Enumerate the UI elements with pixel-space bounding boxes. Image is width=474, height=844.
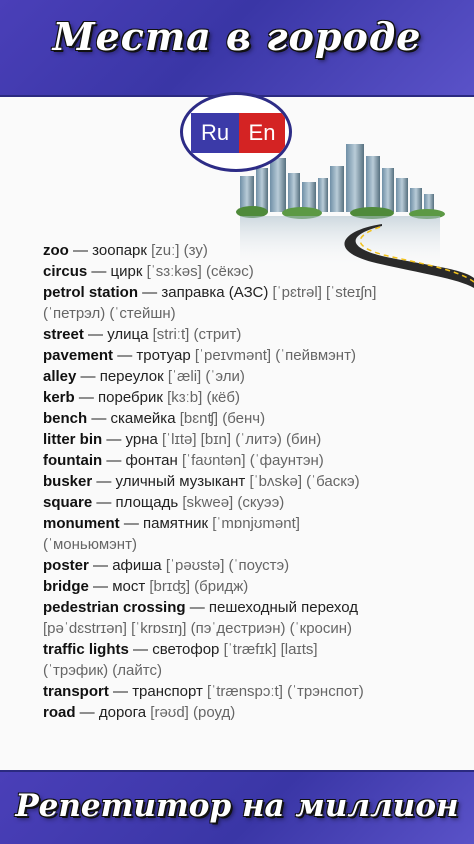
vocabulary-row: litter bin — урна [ˈlɪtə] [bɪn] (ˈлитэ) (бин): [43, 431, 322, 448]
russian-translation: площадь: [115, 494, 179, 511]
pronunciation: [ˈsɜːkəs] (сёкэс): [146, 263, 254, 280]
en-label: En: [239, 113, 285, 153]
pronunciation: [ˈfaʊntən] (ˈфаунтэн): [181, 452, 324, 469]
footer-title: Репетитор на миллион: [15, 788, 459, 824]
english-word: poster: [43, 557, 89, 574]
pronunciation: [ˈbʌskə] (ˈбаскэ): [249, 473, 360, 490]
vocabulary-row: road — дорога [rəʊd] (роуд): [43, 704, 236, 721]
english-word: pavement: [43, 347, 114, 364]
vocabulary-row: pavement — тротуар [ˈpeɪvmənt] (ˈпейвмэнт): [43, 347, 356, 364]
vocabulary-row: [43, 303, 463, 324]
vocabulary-row: fountain — фонтан [ˈfaʊntən] (ˈфаунтэн): [43, 452, 324, 469]
pronunciation: [ˈpɛtrəl] [ˈsteɪʃn]: [272, 284, 377, 301]
pronunciation: [ˈpeɪvmənt] (ˈпейвмэнт): [194, 347, 356, 364]
russian-translation: дорога: [98, 704, 147, 721]
english-word: petrol station: [43, 284, 139, 301]
english-word: pedestrian crossing: [43, 599, 186, 616]
vocabulary-row: street — улица [striːt] (стрит): [43, 326, 242, 343]
pronunciation: [ˈæli] (ˈэли): [167, 368, 245, 385]
vocabulary-row: transport — транспорт [ˈtrænspɔːt] (ˈтрэнспот): [43, 683, 364, 700]
vocabulary-row: zoo — зоопарк [zuː] (зу): [43, 242, 208, 259]
vocabulary-row: monument — памятник [ˈmɒnjʊmənt]: [43, 515, 300, 532]
vocabulary-row: kerb — поребрик [kɜːb] (кёб): [43, 389, 240, 406]
vocabulary-row: [43, 660, 463, 681]
english-word: bridge: [43, 578, 89, 595]
russian-translation: зоопарк: [92, 242, 147, 259]
vocabulary-row: poster — афиша [ˈpəʊstə] (ˈпоустэ): [43, 557, 290, 574]
english-word: street: [43, 326, 84, 343]
pronunciation: [zuː] (зу): [151, 242, 208, 259]
vocabulary-row: pedestrian crossing — пешеходный переход: [43, 599, 359, 616]
vocabulary-row: bench — скамейка [bɛnʧ] (бенч): [43, 410, 266, 427]
russian-translation: афиша: [112, 557, 162, 574]
pronunciation: (ˈпетрэл) (ˈстейшн): [43, 305, 176, 322]
vocabulary-list: [43, 240, 463, 723]
english-word: alley: [43, 368, 77, 385]
russian-translation: скамейка: [110, 410, 176, 427]
pronunciation: [rəʊd] (роуд): [150, 704, 236, 721]
russian-translation: улица: [107, 326, 149, 343]
russian-translation: переулок: [99, 368, 164, 385]
russian-translation: уличный музыкант: [115, 473, 246, 490]
russian-translation: цирк: [110, 263, 143, 280]
pronunciation: [brɪʤ] (бридж): [149, 578, 249, 595]
pronunciation: [skweə] (скуээ): [182, 494, 285, 511]
english-word: monument: [43, 515, 120, 532]
pronunciation: [kɜːb] (кёб): [167, 389, 240, 406]
pronunciation: [striːt] (стрит): [152, 326, 242, 343]
russian-translation: светофор: [152, 641, 220, 658]
header-banner: [0, 0, 474, 97]
footer-banner: [0, 770, 474, 844]
russian-translation: тротуар: [136, 347, 191, 364]
english-word: litter bin: [43, 431, 103, 448]
pronunciation: [ˈpəʊstə] (ˈпоустэ): [165, 557, 290, 574]
russian-translation: фонтан: [125, 452, 178, 469]
english-word: transport: [43, 683, 109, 700]
vocabulary-row: circus — цирк [ˈsɜːkəs] (сёкэс): [43, 263, 254, 280]
vocabulary-row: petrol station — заправка (АЗС) [ˈpɛtrəl] [ˈsteɪʃn]: [43, 284, 377, 301]
vocabulary-row: [43, 618, 463, 639]
language-badge: [180, 92, 292, 172]
pronunciation: (ˈмоньюмэнт): [43, 536, 137, 553]
russian-translation: транспорт: [132, 683, 203, 700]
russian-translation: заправка (АЗС): [161, 284, 269, 301]
english-word: fountain: [43, 452, 103, 469]
english-word: square: [43, 494, 93, 511]
english-word: zoo: [43, 242, 69, 259]
vocabulary-row: traffic lights — светофор [ˈtræfɪk] [laɪts]: [43, 641, 318, 658]
vocabulary-row: square — площадь [skweə] (скуээ): [43, 494, 285, 511]
pronunciation: [ˈmɒnjʊmənt]: [212, 515, 300, 532]
vocabulary-row: bridge — мост [brɪʤ] (бридж): [43, 578, 249, 595]
pronunciation: [bɛnʧ] (бенч): [179, 410, 266, 427]
russian-translation: поребрик: [98, 389, 163, 406]
vocabulary-row: [43, 534, 463, 555]
ru-label: Ru: [191, 113, 239, 153]
pronunciation: [pəˈdɛstrɪən] [ˈkrɒsɪŋ] (пэˈдестриэн) (ˈкросин): [43, 620, 353, 637]
russian-translation: мост: [112, 578, 146, 595]
russian-translation: памятник: [143, 515, 209, 532]
english-word: traffic lights: [43, 641, 129, 658]
english-word: bench: [43, 410, 88, 427]
pronunciation: [ˈtrænspɔːt] (ˈтрэнспот): [207, 683, 364, 700]
russian-translation: пешеходный переход: [208, 599, 359, 616]
vocabulary-row: alley — переулок [ˈæli] (ˈэли): [43, 368, 245, 385]
english-word: road: [43, 704, 76, 721]
english-word: kerb: [43, 389, 75, 406]
pronunciation: [ˈlɪtə] [bɪn] (ˈлитэ) (бин): [162, 431, 322, 448]
pronunciation: (ˈтрэфик) (лайтс): [43, 662, 162, 679]
vocabulary-row: busker — уличный музыкант [ˈbʌskə] (ˈбаскэ): [43, 473, 360, 490]
english-word: busker: [43, 473, 93, 490]
pronunciation: [ˈtræfɪk] [laɪts]: [223, 641, 318, 658]
russian-translation: урна: [125, 431, 158, 448]
page-title: Места в городе: [52, 14, 422, 59]
english-word: circus: [43, 263, 88, 280]
